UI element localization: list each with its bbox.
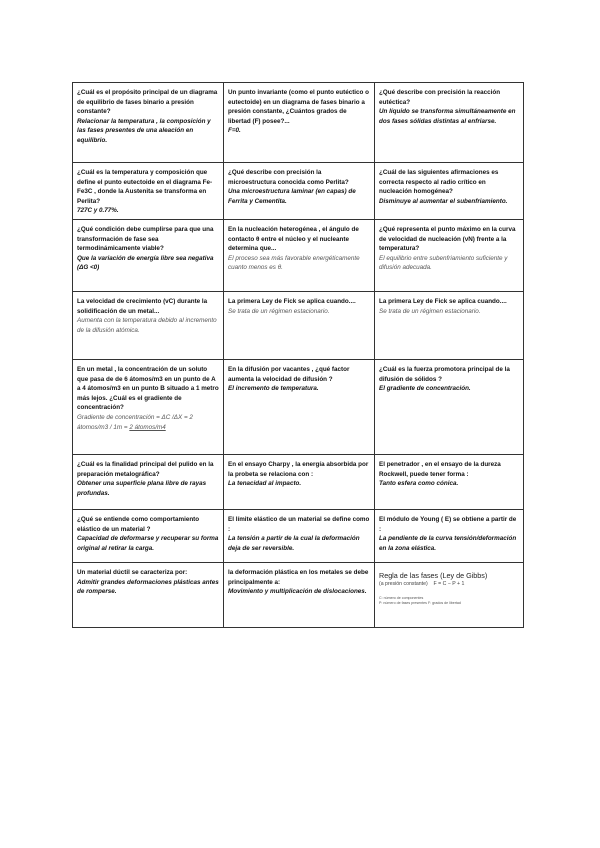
card-answer: Se trata de un régimen estacionario. xyxy=(228,307,330,315)
card-answer: La tenacidad al impacto. xyxy=(228,480,302,488)
card-question: En un metal , la concentración de un soluto que pasa de de 6 átomos/m3 en un punto de A a 4 átomos/m3 en un punto B situado a 1 metro más lejos. ¿Cuál es el gradiente de concentración? xyxy=(77,365,219,412)
card-row xyxy=(73,562,524,627)
card-question: la deformación plástica en los metales se debe principalmente a: xyxy=(228,568,369,586)
card-cell xyxy=(375,291,524,359)
card-cell xyxy=(73,163,224,220)
card-cell xyxy=(375,454,524,509)
card-question: El módulo de Young ( E) se obtiene a partir de : xyxy=(379,515,517,533)
card-question: En la nucleación heterogénea , el ángulo de contacto θ entre el núcleo y el nucleante determina que... xyxy=(228,225,359,253)
card-cell xyxy=(73,509,224,562)
card-answer: Un líquido se transforma simultáneamente en dos fases sólidas distintas al enfriarse. xyxy=(379,108,516,125)
card-row xyxy=(73,219,524,291)
phase-rule-box xyxy=(379,572,520,605)
card-cell xyxy=(224,291,375,359)
card-question: ¿Qué representa el punto máximo en la curva de velocidad de nucleación (νN) frente a la temperatura? xyxy=(379,225,516,253)
card-cell xyxy=(375,359,524,454)
card-question: ¿Cuál es la temperatura y composición que define el punto eutectoide en el diagrama Fe-Fe3C , donde la Austenita se transforma en Perlita? xyxy=(77,169,213,205)
card-cell xyxy=(224,562,375,627)
card-cell xyxy=(375,219,524,291)
card-cell xyxy=(73,219,224,291)
card-answer: Que la variación de energía libre sea negativa (ΔG <0) xyxy=(77,254,214,272)
card-question: ¿Cuál de las siguientes afirmaciones es correcta respecto al radio crítico en nucleación homogénea? xyxy=(379,169,499,196)
card-answer: Una microestructura laminar (en capas) de Ferrita y Cementita. xyxy=(228,188,356,205)
card-question: ¿Qué condición debe cumplirse para que una transformación de fase sea termodinámicamente viable? xyxy=(77,225,214,253)
phase-rule-note: C: número de componentes xyxy=(379,595,424,600)
card-answer: Relacionar la temperatura , la composición y las fases presentes de una aleación en equilibrio. xyxy=(77,117,211,144)
phase-rule-note: P: número de fases presentes F: grados de libertad xyxy=(379,600,461,605)
card-question: Un punto invariante (como el punto eutéctico o eutectoide) en un diagrama de fases binario a presión constante, ¿Cuántos grados de libertad (F) posee?... xyxy=(228,89,369,125)
card-cell xyxy=(224,509,375,562)
card-cell xyxy=(224,359,375,454)
card-cell xyxy=(224,454,375,509)
card-question: ¿Qué se entiende como comportamiento elástico de un material ? xyxy=(77,515,200,533)
card-question: En la difusión por vacantes , ¿qué factor aumenta la velocidad de difusión ? xyxy=(228,365,350,383)
card-answer: Admitir grandes deformaciones plásticas antes de romperse. xyxy=(77,578,219,596)
card-cell xyxy=(73,454,224,509)
card-answer: Disminuye al aumentar el subenfriamiento. xyxy=(379,197,508,205)
card-cell xyxy=(224,219,375,291)
card-cell xyxy=(73,359,224,454)
card-question: El límite elástico de un material se define como : xyxy=(228,515,370,533)
card-answer: F=0. xyxy=(228,127,241,135)
card-question: En el ensayo Charpy , la energía absorbida por la probeta se relaciona con : xyxy=(228,460,369,478)
flashcard-grid xyxy=(72,82,524,628)
card-cell xyxy=(224,163,375,220)
card-answer: Gradiente de concentración = ΔC /ΔX = 2 átomos/m3 / 1m = 2 átomos/m4 xyxy=(77,413,193,431)
card-question: ¿Cuál es la finalidad principal del pulido en la preparación metalográfica? xyxy=(77,460,214,478)
card-question: La primera Ley de Fick se aplica cuando.... xyxy=(379,297,507,305)
card-cell xyxy=(73,83,224,163)
card-answer: Se trata de un régimen estacionario. xyxy=(379,307,481,315)
card-question: La velocidad de crecimiento (vC) durante la solidificación de un metal... xyxy=(77,297,208,315)
card-question: ¿Qué describe con precisión la microestructura conocida como Perlita? xyxy=(228,169,349,186)
card-question: ¿Cuál es el propósito principal de un diagrama de equilibrio de fases binario a presión constante? xyxy=(77,89,218,116)
card-answer: El equilibrio entre subenfriamiento suficiente y difusión adecuada. xyxy=(379,254,508,272)
card-cell xyxy=(73,291,224,359)
card-question: La primera Ley de Fick se aplica cuando.... xyxy=(228,297,356,305)
card-row xyxy=(73,454,524,509)
card-cell xyxy=(375,163,524,220)
card-answer: La tensión a partir de la cual la deformación deja de ser reversible. xyxy=(228,535,360,552)
card-row xyxy=(73,163,524,220)
card-answer: Capacidad de deformarse y recuperar su forma original al retirar la carga. xyxy=(77,535,219,552)
card-answer: Tanto esfera como cónica. xyxy=(379,480,459,488)
card-answer: El incremento de temperatura. xyxy=(228,385,319,393)
card-cell xyxy=(375,83,524,163)
card-cell xyxy=(375,509,524,562)
card-answer-result: 2 átomos/m4 xyxy=(129,423,166,431)
card-answer: Obtener una superficie plana libre de rayas profundas. xyxy=(77,480,207,497)
phase-rule-title: Regla de las fases (Ley de Gibbs) xyxy=(379,570,488,580)
phase-rule-equation: F = C − P + 1 xyxy=(433,580,465,587)
card-answer: Movimiento y multiplicación de dislocaciones. xyxy=(228,588,367,596)
phase-rule-subtitle: (a presión constante) F = C − P + 1 xyxy=(379,580,465,587)
card-cell xyxy=(224,83,375,163)
card-answer: 727C y 0.77%. xyxy=(77,207,119,215)
card-answer: El gradiente de concentración. xyxy=(379,385,471,393)
card-answer: Aumenta con la temperatura debido al incremento de la difusión atómica. xyxy=(77,317,217,334)
card-question: Un material dúctil se caracteriza por: xyxy=(77,568,188,576)
card-row xyxy=(73,359,524,454)
card-question: ¿Cuál es la fuerza promotora principal de la difusión de sólidos ? xyxy=(379,365,510,383)
card-question: El penetrador , en el ensayo de la dureza Rockwell, puede tener forma : xyxy=(379,460,501,478)
card-question: ¿Qué describe con precisión la reacción eutéctica? xyxy=(379,89,501,106)
card-answer: La pendiente de la curva tensión/deformación en la zona elástica. xyxy=(379,535,517,552)
card-row xyxy=(73,83,524,163)
card-cell xyxy=(73,562,224,627)
card-row xyxy=(73,509,524,562)
card-row xyxy=(73,291,524,359)
card-cell xyxy=(375,562,524,627)
card-answer: El proceso sea más favorable energéticamente cuanto menos es θ. xyxy=(228,254,360,272)
